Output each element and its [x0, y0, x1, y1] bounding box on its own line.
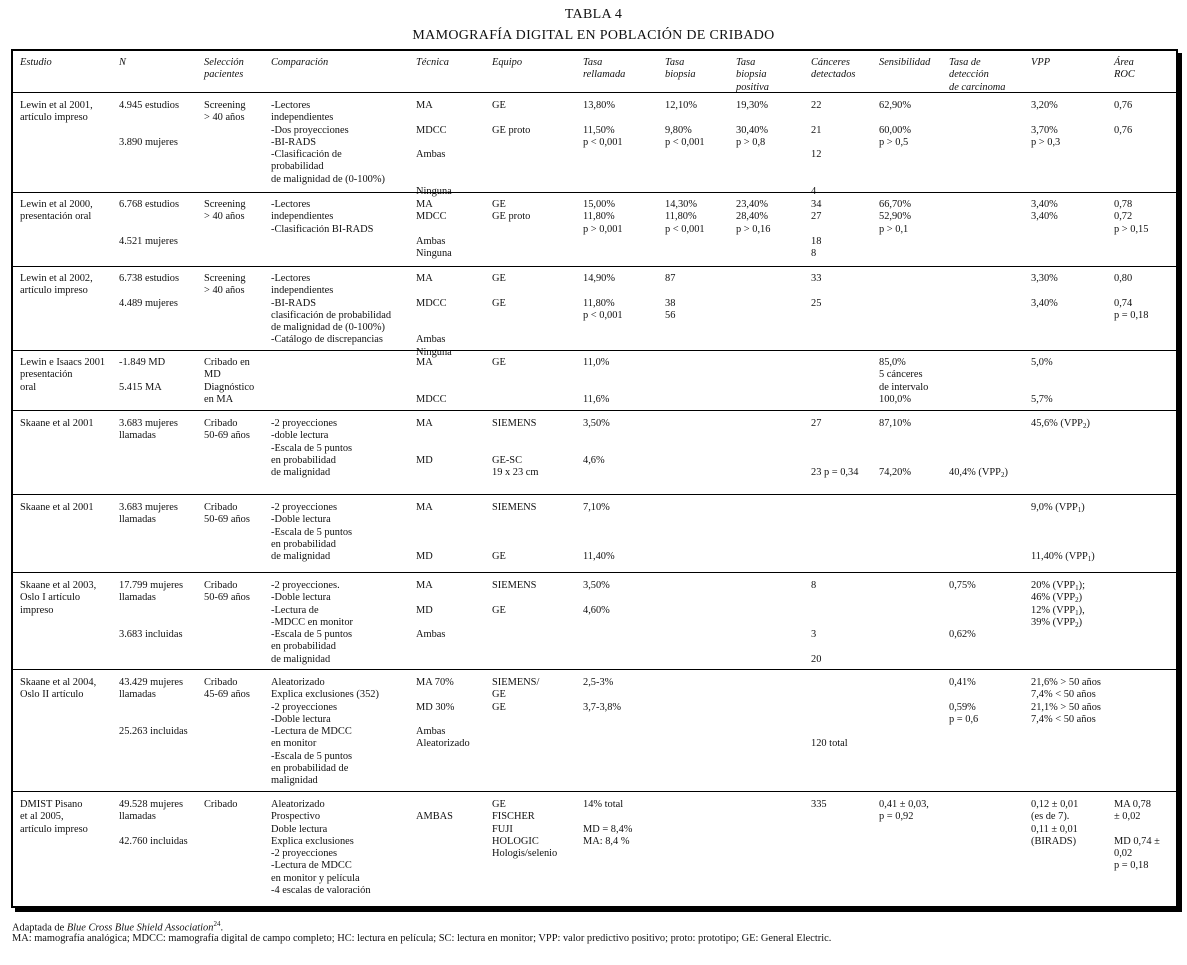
- cell-comparacion: -2 proyecciones -Doble lectura -Escala de 5 puntos en probabilidad de malignidad: [271, 502, 353, 563]
- row-divider: [13, 266, 1176, 267]
- cell-estudio: Lewin et al 2001, artículo impreso: [20, 100, 93, 124]
- cell-tasa-rellamada: 2,5-3% 3,7-3,8%: [583, 677, 622, 713]
- cell-n: 6.768 estudios 4.521 mujeres: [119, 199, 180, 247]
- cell-tasa-rellamada: 7,10% 11,40%: [583, 502, 615, 563]
- cell-tecnica: MA MD: [416, 502, 433, 563]
- cell-equipo: SIEMENS GE: [492, 580, 537, 616]
- cell-area-roc: 0,78 0,72 p > 0,15: [1114, 199, 1149, 235]
- cell-equipo: GE GE: [492, 273, 506, 309]
- cell-n: 6.738 estudios 4.489 mujeres: [119, 273, 180, 309]
- cell-canceres: 335: [811, 799, 827, 810]
- cell-tasa-rellamada: 3,50% 4,60%: [583, 580, 610, 616]
- cell-estudio: Lewin et al 2002, artículo impreso: [20, 273, 93, 297]
- source-prefix: Adaptada de: [12, 922, 67, 934]
- cell-equipo: SIEMENS GE: [492, 502, 537, 563]
- data-table: [11, 49, 1178, 908]
- cell-tasa-rellamada: 14,90% 11,80% p < 0,001: [583, 273, 623, 321]
- cell-equipo: GE GE proto: [492, 199, 531, 223]
- header-seleccion: Selección pacientes: [204, 57, 244, 81]
- cell-tecnica: MA MDCC Ambas Ninguna: [416, 199, 452, 260]
- cell-vpp: 21,6% > 50 años 7,4% < 50 años 21,1% > 50 años 7,4% < 50 años: [1031, 677, 1101, 725]
- header-n: N: [119, 57, 126, 68]
- cell-n: 49.528 mujeres llamadas 42.760 incluidas: [119, 799, 188, 847]
- cell-estudio: Skaane et al 2001: [20, 418, 94, 429]
- cell-canceres: 22 21 12 4: [811, 100, 822, 198]
- cell-comparacion: -2 proyecciones. -Doble lectura -Lectura de -MDCC en monitor -Escala de 5 puntos en probabilidad de malignidad: [271, 580, 353, 665]
- row-divider: [13, 192, 1176, 193]
- row-divider: [13, 791, 1176, 792]
- cell-tasa-rellamada: 15,00% 11,80% p > 0,001: [583, 199, 623, 235]
- cell-n: 4.945 estudios 3.890 mujeres: [119, 100, 180, 148]
- cell-estudio: Skaane et al 2003, Oslo I artículo impreso: [20, 580, 97, 616]
- cell-canceres: 34 27 18 8: [811, 199, 822, 260]
- cell-n: 3.683 mujeres llamadas: [119, 418, 178, 442]
- cell-comparacion: -Lectores independientes -Dos proyecciones -BI-RADS -Clasificación de probabilidad de malignidad de (0-100%): [271, 100, 385, 185]
- header-tasa-rellamada: Tasa rellamada: [583, 57, 626, 81]
- cell-equipo: SIEMENS/ GE GE: [492, 677, 540, 713]
- cell-vpp: 3,20% 3,70% p > 0,3: [1031, 100, 1061, 148]
- cell-tasa-deteccion: 40,4% $(VPP_2)$: [949, 467, 1008, 480]
- header-tasa-deteccion: Tasa de detección de carcinoma: [949, 57, 1006, 93]
- cell-n: 17.799 mujeres llamadas 3.683 incluidas: [119, 580, 184, 641]
- header-tecnica: Técnica: [416, 57, 449, 68]
- header-sensibilidad: Sensibilidad: [879, 57, 931, 68]
- cell-tecnica: MA MD: [416, 418, 433, 466]
- cell-tasa-biopsia-pos: 23,40% 28,40% p > 0,16: [736, 199, 771, 235]
- header-tasa-biopsia: Tasa biopsia: [665, 57, 696, 81]
- row-divider: [13, 494, 1176, 495]
- header-estudio: Estudio: [20, 57, 52, 68]
- cell-tecnica: MA MD Ambas: [416, 580, 446, 641]
- cell-tecnica: MA MDCC: [416, 357, 447, 405]
- table-title: MAMOGRAFÍA DIGITAL EN POBLACIÓN DE CRIBADO: [412, 28, 775, 43]
- row-divider: [13, 669, 1176, 670]
- header-area-roc: Área ROC: [1114, 57, 1135, 81]
- row-divider: [13, 572, 1176, 573]
- cell-vpp: 0,12 ± 0,01 (es de 7). 0,11 ± 0,01 (BIRADS): [1031, 799, 1079, 847]
- cell-equipo: SIEMENS GE-SC 19 x 23 cm: [492, 418, 539, 479]
- cell-vpp: 3,40% 3,40%: [1031, 199, 1058, 223]
- cell-vpp: 20% $(VPP_1)$; 46% $(VPP_2)$ 12% $(VPP_1)$, 39% $(VPP_2)$: [1031, 580, 1086, 629]
- cell-sensibilidad: 87,10% 74,20%: [879, 418, 912, 479]
- cell-vpp: 5,0% 5,7%: [1031, 357, 1053, 405]
- cell-seleccion: Cribado 50-69 años: [204, 502, 250, 526]
- cell-equipo: GE FISCHER FUJI HOLOGIC Hologis/selenio: [492, 799, 558, 860]
- cell-sensibilidad: 66,70% 52,90% p > 0,1: [879, 199, 912, 235]
- cell-seleccion: Cribado 45-69 años: [204, 677, 250, 701]
- cell-comparacion: Aleatorizado Prospectivo Doble lectura Explica exclusiones -2 proyecciones -Lectura de MDCC en monitor y película -4 escalas de valoración: [271, 799, 371, 897]
- source-ref: 24: [213, 920, 221, 928]
- cell-seleccion: Cribado 50-69 años: [204, 580, 250, 604]
- table-number: TABLA 4: [564, 7, 623, 22]
- header-comparacion: Comparación: [271, 57, 329, 68]
- cell-tecnica: AMBAS: [416, 811, 453, 823]
- cell-seleccion: Screening > 40 años: [204, 273, 246, 297]
- cell-tasa-biopsia: 12,10% 9,80% p < 0,001: [665, 100, 705, 148]
- cell-equipo: GE: [492, 357, 506, 368]
- cell-tasa-rellamada: 14% total MD = 8,4% MA: 8,4 %: [583, 799, 633, 847]
- cell-vpp: 3,30% 3,40%: [1031, 273, 1058, 309]
- cell-area-roc: 0,80 0,74 p = 0,18: [1114, 273, 1149, 321]
- cell-n: 43.429 mujeres llamadas 25.263 incluidas: [119, 677, 188, 738]
- cell-sensibilidad: 62,90% 60,00% p > 0,5: [879, 100, 912, 148]
- header-equipo: Equipo: [492, 57, 523, 68]
- cell-tecnica: MA 70% MD 30% Ambas Aleatorizado: [416, 677, 470, 750]
- cell-tecnica: MA MDCC Ambas Ninguna: [416, 100, 452, 198]
- cell-comparacion: -2 proyecciones -doble lectura -Escala de 5 puntos en probabilidad de malignidad: [271, 418, 353, 479]
- cell-n: -1.849 MD 5.415 MA: [119, 357, 166, 393]
- cell-seleccion: Screening > 40 años: [204, 100, 246, 124]
- cell-comparacion: Aleatorizado Explica exclusiones (352) -2 proyecciones -Doble lectura -Lectura de MDCC en monitor -Escala de 5 puntos en probabilidad de malignidad: [271, 677, 379, 787]
- cell-tasa-rellamada: 11,0% 11,6%: [583, 357, 610, 405]
- header-vpp: VPP: [1031, 57, 1051, 68]
- cell-estudio: Skaane et al 2004, Oslo II artículo: [20, 677, 97, 701]
- cell-tasa-biopsia: 14,30% 11,80% p < 0,001: [665, 199, 705, 235]
- cell-sensibilidad: 0,41 ± 0,03, p = 0,92: [879, 799, 929, 823]
- cell-tasa-biopsia: 87 38 56: [665, 273, 676, 321]
- header-canceres: Cánceres detectados: [811, 57, 856, 81]
- header-tasa-biopsia-positiva: Tasa biopsia positiva: [736, 57, 769, 93]
- row-divider: [13, 410, 1176, 411]
- cell-seleccion: Screening > 40 años: [204, 199, 246, 223]
- abbreviations-note: MA: mamografía analógica; MDCC: mamografía digital de campo completo; HC: lectura en película; SC: lectura en monitor; VPP: valor predictivo positivo; proto: prototipo; GE: General Electric.: [12, 933, 832, 944]
- cell-sensibilidad: 85,0% 5 cánceres de intervalo 100,0%: [879, 357, 929, 405]
- cell-estudio: Lewin e Isaacs 2001 presentación oral: [20, 357, 106, 393]
- cell-area-roc: 0,76 0,76: [1114, 100, 1133, 136]
- cell-seleccion: Cribado: [204, 799, 238, 810]
- cell-estudio: Lewin et al 2000, presentación oral: [20, 199, 93, 223]
- cell-comparacion: -Lectores independientes -BI-RADS clasificación de probabilidad de malignidad de (0-100%) -Catálogo de discrepancias: [271, 273, 392, 346]
- cell-canceres: 8 3 20: [811, 580, 822, 665]
- cell-tasa-rellamada: 13,80% 11,50% p < 0,001: [583, 100, 623, 148]
- cell-canceres: 27 23 p = 0,34: [811, 418, 859, 479]
- cell-tecnica: MA MDCC Ambas Ninguna: [416, 273, 452, 358]
- cell-tasa-biopsia-pos: 19,30% 30,40% p > 0,8: [736, 100, 769, 148]
- source-name: Blue Cross Blue Shield Association: [66, 922, 214, 934]
- cell-vpp: 45,6% $(VPP_2)$: [1031, 418, 1090, 430]
- cell-tasa-deteccion: 0,41% 0,59% p = 0,6: [949, 677, 979, 725]
- cell-seleccion: Cribado 50-69 años: [204, 418, 250, 442]
- cell-seleccion: Cribado en MD Diagnóstico en MA: [204, 357, 255, 405]
- cell-area-roc: MA 0,78 ± 0,02 MD 0,74 ± 0,02 p = 0,18: [1114, 799, 1160, 872]
- cell-estudio: DMIST Pisano et al 2005, artículo impreso: [20, 799, 88, 835]
- cell-canceres: 33 25: [811, 273, 822, 309]
- cell-vpp: 9,0% $(VPP_1)$ 11,40% $(VPP_1)$: [1031, 502, 1095, 564]
- cell-tasa-rellamada: 3,50% 4,6%: [583, 418, 610, 466]
- row-divider: [13, 350, 1176, 351]
- cell-n: 3.683 mujeres llamadas: [119, 502, 178, 526]
- cell-tasa-deteccion: 0,75% 0,62%: [949, 580, 976, 641]
- source-end: .: [220, 922, 224, 934]
- cell-equipo: GE GE proto: [492, 100, 531, 136]
- cell-comparacion: -Lectores independientes -Clasificación BI-RADS: [271, 199, 374, 235]
- cell-estudio: Skaane et al 2001: [20, 502, 94, 513]
- cell-canceres: 120 total: [811, 738, 848, 750]
- header-divider: [13, 92, 1176, 93]
